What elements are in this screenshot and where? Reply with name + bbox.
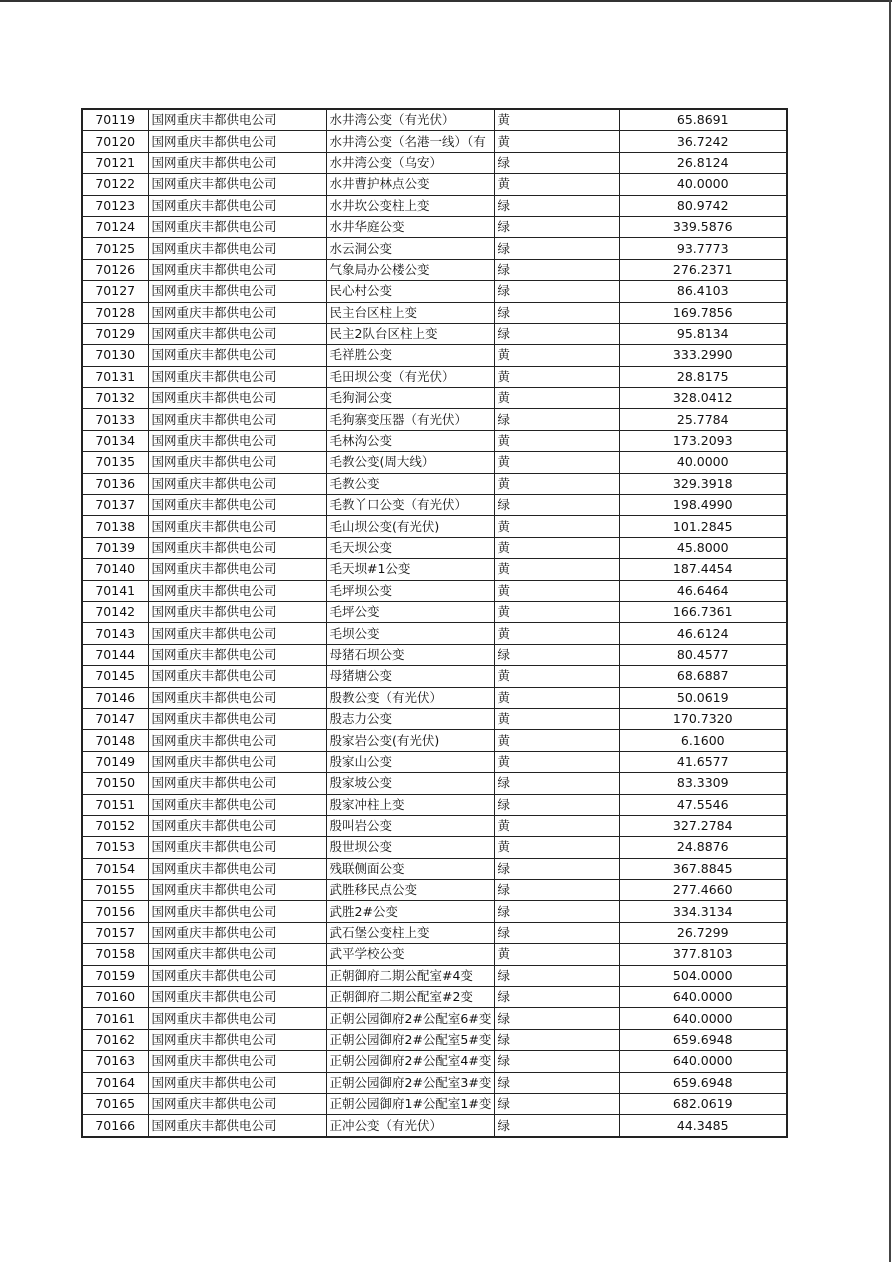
cell-company: 国网重庆丰都供电公司 [148, 623, 326, 644]
table-row [82, 1051, 787, 1072]
cell-id: 70137 [82, 495, 148, 516]
cell-color: 绿 [494, 495, 619, 516]
table-row [82, 730, 787, 751]
cell-id: 70120 [82, 131, 148, 152]
cell-id: 70159 [82, 965, 148, 986]
cell-color: 黄 [494, 944, 619, 965]
cell-color: 黄 [494, 452, 619, 473]
cell-color: 绿 [494, 794, 619, 815]
cell-color: 绿 [494, 259, 619, 280]
table-row [82, 388, 787, 409]
cell-color: 黄 [494, 109, 619, 131]
cell-id: 70149 [82, 751, 148, 772]
cell-name: 水井坎公变柱上变 [326, 195, 494, 216]
cell-company: 国网重庆丰都供电公司 [148, 131, 326, 152]
cell-color: 黄 [494, 430, 619, 451]
cell-value: 93.7773 [619, 238, 787, 259]
cell-color: 绿 [494, 901, 619, 922]
cell-company: 国网重庆丰都供电公司 [148, 730, 326, 751]
cell-company: 国网重庆丰都供电公司 [148, 922, 326, 943]
cell-company: 国网重庆丰都供电公司 [148, 1093, 326, 1114]
table-body [82, 109, 787, 1137]
table-row [82, 837, 787, 858]
cell-color: 绿 [494, 858, 619, 879]
cell-value: 377.8103 [619, 944, 787, 965]
cell-color: 黄 [494, 559, 619, 580]
cell-name: 水井湾公变（名港一线）（有 [326, 131, 494, 152]
cell-name: 毛坪坝公变 [326, 580, 494, 601]
cell-value: 187.4454 [619, 559, 787, 580]
cell-company: 国网重庆丰都供电公司 [148, 901, 326, 922]
cell-name: 正冲公变（有光伏） [326, 1115, 494, 1137]
cell-name: 毛祥胜公变 [326, 345, 494, 366]
cell-name: 水井华庭公变 [326, 216, 494, 237]
cell-color: 绿 [494, 1008, 619, 1029]
cell-color: 绿 [494, 1072, 619, 1093]
cell-color: 黄 [494, 516, 619, 537]
cell-name: 殷教公变（有光伏） [326, 687, 494, 708]
cell-color: 绿 [494, 880, 619, 901]
cell-name: 毛天坝公变 [326, 537, 494, 558]
cell-value: 173.2093 [619, 430, 787, 451]
table-row [82, 901, 787, 922]
cell-value: 640.0000 [619, 1051, 787, 1072]
cell-color: 黄 [494, 366, 619, 387]
table-row [82, 302, 787, 323]
cell-value: 334.3134 [619, 901, 787, 922]
cell-color: 绿 [494, 773, 619, 794]
cell-company: 国网重庆丰都供电公司 [148, 174, 326, 195]
cell-company: 国网重庆丰都供电公司 [148, 794, 326, 815]
cell-name: 武胜移民点公变 [326, 880, 494, 901]
cell-company: 国网重庆丰都供电公司 [148, 238, 326, 259]
cell-value: 329.3918 [619, 473, 787, 494]
cell-id: 70124 [82, 216, 148, 237]
cell-name: 殷家山公变 [326, 751, 494, 772]
cell-color: 绿 [494, 1051, 619, 1072]
cell-company: 国网重庆丰都供电公司 [148, 109, 326, 131]
table-row [82, 559, 787, 580]
cell-company: 国网重庆丰都供电公司 [148, 837, 326, 858]
table-row [82, 644, 787, 665]
table-row [82, 666, 787, 687]
cell-company: 国网重庆丰都供电公司 [148, 601, 326, 622]
table-row [82, 109, 787, 131]
cell-id: 70151 [82, 794, 148, 815]
cell-id: 70131 [82, 366, 148, 387]
cell-id: 70160 [82, 987, 148, 1008]
cell-id: 70146 [82, 687, 148, 708]
table-row [82, 195, 787, 216]
table-row [82, 601, 787, 622]
cell-value: 166.7361 [619, 601, 787, 622]
table-row [82, 1008, 787, 1029]
cell-value: 6.1600 [619, 730, 787, 751]
cell-value: 46.6124 [619, 623, 787, 644]
cell-id: 70129 [82, 323, 148, 344]
cell-name: 母猪塘公变 [326, 666, 494, 687]
cell-name: 正朝公园御府2#公配室5#变 [326, 1029, 494, 1050]
cell-name: 正朝公园御府2#公配室3#变 [326, 1072, 494, 1093]
cell-value: 333.2990 [619, 345, 787, 366]
cell-value: 276.2371 [619, 259, 787, 280]
cell-value: 95.8134 [619, 323, 787, 344]
cell-company: 国网重庆丰都供电公司 [148, 987, 326, 1008]
cell-color: 黄 [494, 580, 619, 601]
cell-name: 毛田坝公变（有光伏） [326, 366, 494, 387]
cell-id: 70165 [82, 1093, 148, 1114]
cell-name: 民主台区柱上变 [326, 302, 494, 323]
cell-value: 50.0619 [619, 687, 787, 708]
cell-name: 残联侧面公变 [326, 858, 494, 879]
cell-company: 国网重庆丰都供电公司 [148, 708, 326, 729]
cell-company: 国网重庆丰都供电公司 [148, 773, 326, 794]
cell-id: 70166 [82, 1115, 148, 1137]
cell-color: 黄 [494, 601, 619, 622]
cell-company: 国网重庆丰都供电公司 [148, 1029, 326, 1050]
data-table [81, 108, 788, 1138]
cell-value: 169.7856 [619, 302, 787, 323]
cell-id: 70133 [82, 409, 148, 430]
cell-color: 绿 [494, 987, 619, 1008]
cell-name: 民心村公变 [326, 281, 494, 302]
cell-id: 70122 [82, 174, 148, 195]
cell-value: 47.5546 [619, 794, 787, 815]
cell-color: 绿 [494, 281, 619, 302]
cell-color: 绿 [494, 195, 619, 216]
cell-name: 正朝公园御府1#公配室1#变 [326, 1093, 494, 1114]
table-row [82, 409, 787, 430]
cell-id: 70135 [82, 452, 148, 473]
cell-id: 70145 [82, 666, 148, 687]
cell-name: 毛教丫口公变（有光伏） [326, 495, 494, 516]
cell-company: 国网重庆丰都供电公司 [148, 216, 326, 237]
cell-color: 绿 [494, 644, 619, 665]
cell-company: 国网重庆丰都供电公司 [148, 516, 326, 537]
table-row [82, 152, 787, 173]
cell-name: 武石堡公变柱上变 [326, 922, 494, 943]
cell-value: 36.7242 [619, 131, 787, 152]
cell-id: 70144 [82, 644, 148, 665]
cell-id: 70156 [82, 901, 148, 922]
cell-value: 640.0000 [619, 987, 787, 1008]
cell-name: 毛坪公变 [326, 601, 494, 622]
cell-company: 国网重庆丰都供电公司 [148, 495, 326, 516]
cell-company: 国网重庆丰都供电公司 [148, 880, 326, 901]
cell-company: 国网重庆丰都供电公司 [148, 366, 326, 387]
table-row [82, 131, 787, 152]
table-row [82, 987, 787, 1008]
table-row [82, 452, 787, 473]
cell-value: 40.0000 [619, 174, 787, 195]
cell-value: 40.0000 [619, 452, 787, 473]
cell-name: 殷家岩公变(有光伏) [326, 730, 494, 751]
cell-name: 正朝公园御府2#公配室4#变 [326, 1051, 494, 1072]
table-row [82, 708, 787, 729]
cell-company: 国网重庆丰都供电公司 [148, 1115, 326, 1137]
cell-name: 武平学校公变 [326, 944, 494, 965]
cell-color: 黄 [494, 708, 619, 729]
cell-value: 682.0619 [619, 1093, 787, 1114]
cell-color: 绿 [494, 1029, 619, 1050]
table-row [82, 1093, 787, 1114]
cell-company: 国网重庆丰都供电公司 [148, 965, 326, 986]
cell-company: 国网重庆丰都供电公司 [148, 858, 326, 879]
cell-value: 86.4103 [619, 281, 787, 302]
table-row [82, 516, 787, 537]
cell-color: 黄 [494, 174, 619, 195]
cell-id: 70126 [82, 259, 148, 280]
cell-name: 毛狗寨变压器（有光伏） [326, 409, 494, 430]
table-row [82, 751, 787, 772]
cell-company: 国网重庆丰都供电公司 [148, 323, 326, 344]
table-row [82, 794, 787, 815]
cell-color: 黄 [494, 131, 619, 152]
cell-color: 黄 [494, 751, 619, 772]
table-row [82, 174, 787, 195]
cell-company: 国网重庆丰都供电公司 [148, 537, 326, 558]
cell-color: 黄 [494, 815, 619, 836]
table-row [82, 944, 787, 965]
cell-id: 70157 [82, 922, 148, 943]
cell-name: 毛教公变(周大线） [326, 452, 494, 473]
cell-id: 70136 [82, 473, 148, 494]
cell-value: 170.7320 [619, 708, 787, 729]
table-row [82, 345, 787, 366]
table-row [82, 216, 787, 237]
cell-value: 504.0000 [619, 965, 787, 986]
cell-value: 659.6948 [619, 1072, 787, 1093]
cell-color: 黄 [494, 473, 619, 494]
cell-id: 70158 [82, 944, 148, 965]
table-row [82, 965, 787, 986]
cell-id: 70152 [82, 815, 148, 836]
cell-value: 101.2845 [619, 516, 787, 537]
cell-id: 70148 [82, 730, 148, 751]
cell-color: 绿 [494, 152, 619, 173]
cell-value: 68.6887 [619, 666, 787, 687]
table-row [82, 1115, 787, 1137]
cell-company: 国网重庆丰都供电公司 [148, 195, 326, 216]
table-row [82, 430, 787, 451]
cell-value: 80.9742 [619, 195, 787, 216]
page-right-border [889, 0, 891, 1262]
cell-value: 659.6948 [619, 1029, 787, 1050]
cell-color: 绿 [494, 323, 619, 344]
cell-name: 毛坝公变 [326, 623, 494, 644]
table-row [82, 880, 787, 901]
cell-name: 毛天坝#1公变 [326, 559, 494, 580]
cell-company: 国网重庆丰都供电公司 [148, 815, 326, 836]
cell-name: 毛教公变 [326, 473, 494, 494]
table-row [82, 922, 787, 943]
cell-id: 70125 [82, 238, 148, 259]
cell-color: 绿 [494, 216, 619, 237]
cell-value: 45.8000 [619, 537, 787, 558]
table-row [82, 495, 787, 516]
cell-color: 黄 [494, 666, 619, 687]
cell-company: 国网重庆丰都供电公司 [148, 1008, 326, 1029]
cell-value: 339.5876 [619, 216, 787, 237]
cell-value: 24.8876 [619, 837, 787, 858]
cell-company: 国网重庆丰都供电公司 [148, 152, 326, 173]
cell-id: 70121 [82, 152, 148, 173]
cell-id: 70139 [82, 537, 148, 558]
cell-value: 26.8124 [619, 152, 787, 173]
cell-value: 83.3309 [619, 773, 787, 794]
cell-color: 黄 [494, 687, 619, 708]
cell-company: 国网重庆丰都供电公司 [148, 409, 326, 430]
table-row [82, 281, 787, 302]
cell-color: 黄 [494, 537, 619, 558]
table-row [82, 238, 787, 259]
cell-id: 70150 [82, 773, 148, 794]
table-row [82, 773, 787, 794]
cell-value: 44.3485 [619, 1115, 787, 1137]
cell-id: 70140 [82, 559, 148, 580]
cell-color: 绿 [494, 922, 619, 943]
cell-id: 70147 [82, 708, 148, 729]
cell-name: 殷世坝公变 [326, 837, 494, 858]
cell-id: 70142 [82, 601, 148, 622]
cell-company: 国网重庆丰都供电公司 [148, 259, 326, 280]
cell-company: 国网重庆丰都供电公司 [148, 452, 326, 473]
cell-value: 277.4660 [619, 880, 787, 901]
cell-name: 母猪石坝公变 [326, 644, 494, 665]
cell-id: 70154 [82, 858, 148, 879]
cell-company: 国网重庆丰都供电公司 [148, 302, 326, 323]
cell-id: 70138 [82, 516, 148, 537]
table-row [82, 259, 787, 280]
cell-id: 70128 [82, 302, 148, 323]
table-row [82, 623, 787, 644]
cell-value: 640.0000 [619, 1008, 787, 1029]
cell-value: 198.4990 [619, 495, 787, 516]
cell-value: 46.6464 [619, 580, 787, 601]
cell-company: 国网重庆丰都供电公司 [148, 345, 326, 366]
cell-id: 70163 [82, 1051, 148, 1072]
cell-id: 70153 [82, 837, 148, 858]
cell-name: 正朝御府二期公配室#4变 [326, 965, 494, 986]
cell-company: 国网重庆丰都供电公司 [148, 1072, 326, 1093]
cell-id: 70123 [82, 195, 148, 216]
cell-id: 70130 [82, 345, 148, 366]
cell-company: 国网重庆丰都供电公司 [148, 687, 326, 708]
cell-value: 25.7784 [619, 409, 787, 430]
cell-name: 水井湾公变（有光伏） [326, 109, 494, 131]
cell-id: 70164 [82, 1072, 148, 1093]
cell-color: 绿 [494, 302, 619, 323]
cell-name: 殷志力公变 [326, 708, 494, 729]
cell-value: 28.8175 [619, 366, 787, 387]
cell-name: 殷家坡公变 [326, 773, 494, 794]
table-row [82, 537, 787, 558]
table-row [82, 366, 787, 387]
page-top-border [0, 0, 892, 2]
table-row [82, 1029, 787, 1050]
table-row [82, 1072, 787, 1093]
cell-color: 绿 [494, 965, 619, 986]
cell-color: 绿 [494, 1093, 619, 1114]
cell-id: 70155 [82, 880, 148, 901]
table-row [82, 687, 787, 708]
cell-value: 328.0412 [619, 388, 787, 409]
cell-id: 70162 [82, 1029, 148, 1050]
cell-color: 绿 [494, 1115, 619, 1137]
cell-name: 气象局办公楼公变 [326, 259, 494, 280]
cell-name: 武胜2#公变 [326, 901, 494, 922]
cell-company: 国网重庆丰都供电公司 [148, 281, 326, 302]
table-row [82, 473, 787, 494]
cell-id: 70134 [82, 430, 148, 451]
cell-id: 70141 [82, 580, 148, 601]
cell-color: 黄 [494, 388, 619, 409]
cell-id: 70132 [82, 388, 148, 409]
table-row [82, 580, 787, 601]
cell-company: 国网重庆丰都供电公司 [148, 430, 326, 451]
cell-name: 水云洞公变 [326, 238, 494, 259]
cell-company: 国网重庆丰都供电公司 [148, 388, 326, 409]
cell-company: 国网重庆丰都供电公司 [148, 473, 326, 494]
cell-name: 毛狗洞公变 [326, 388, 494, 409]
cell-company: 国网重庆丰都供电公司 [148, 580, 326, 601]
cell-value: 26.7299 [619, 922, 787, 943]
cell-color: 黄 [494, 623, 619, 644]
cell-company: 国网重庆丰都供电公司 [148, 751, 326, 772]
cell-name: 殷家冲柱上变 [326, 794, 494, 815]
cell-color: 黄 [494, 345, 619, 366]
cell-name: 民主2队台区柱上变 [326, 323, 494, 344]
cell-id: 70119 [82, 109, 148, 131]
cell-id: 70127 [82, 281, 148, 302]
cell-value: 367.8845 [619, 858, 787, 879]
cell-color: 黄 [494, 730, 619, 751]
table-row [82, 323, 787, 344]
cell-value: 327.2784 [619, 815, 787, 836]
cell-name: 水井湾公变（乌安） [326, 152, 494, 173]
cell-company: 国网重庆丰都供电公司 [148, 559, 326, 580]
cell-color: 黄 [494, 837, 619, 858]
cell-value: 41.6577 [619, 751, 787, 772]
cell-name: 正朝御府二期公配室#2变 [326, 987, 494, 1008]
cell-value: 65.8691 [619, 109, 787, 131]
cell-company: 国网重庆丰都供电公司 [148, 1051, 326, 1072]
table-row [82, 858, 787, 879]
cell-company: 国网重庆丰都供电公司 [148, 944, 326, 965]
cell-value: 80.4577 [619, 644, 787, 665]
cell-id: 70143 [82, 623, 148, 644]
cell-name: 殷叫岩公变 [326, 815, 494, 836]
cell-company: 国网重庆丰都供电公司 [148, 666, 326, 687]
cell-id: 70161 [82, 1008, 148, 1029]
cell-name: 毛林沟公变 [326, 430, 494, 451]
cell-company: 国网重庆丰都供电公司 [148, 644, 326, 665]
cell-name: 毛山坝公变(有光伏) [326, 516, 494, 537]
cell-color: 绿 [494, 238, 619, 259]
cell-name: 水井曹护林点公变 [326, 174, 494, 195]
table-row [82, 815, 787, 836]
cell-color: 绿 [494, 409, 619, 430]
cell-name: 正朝公园御府2#公配室6#变 [326, 1008, 494, 1029]
